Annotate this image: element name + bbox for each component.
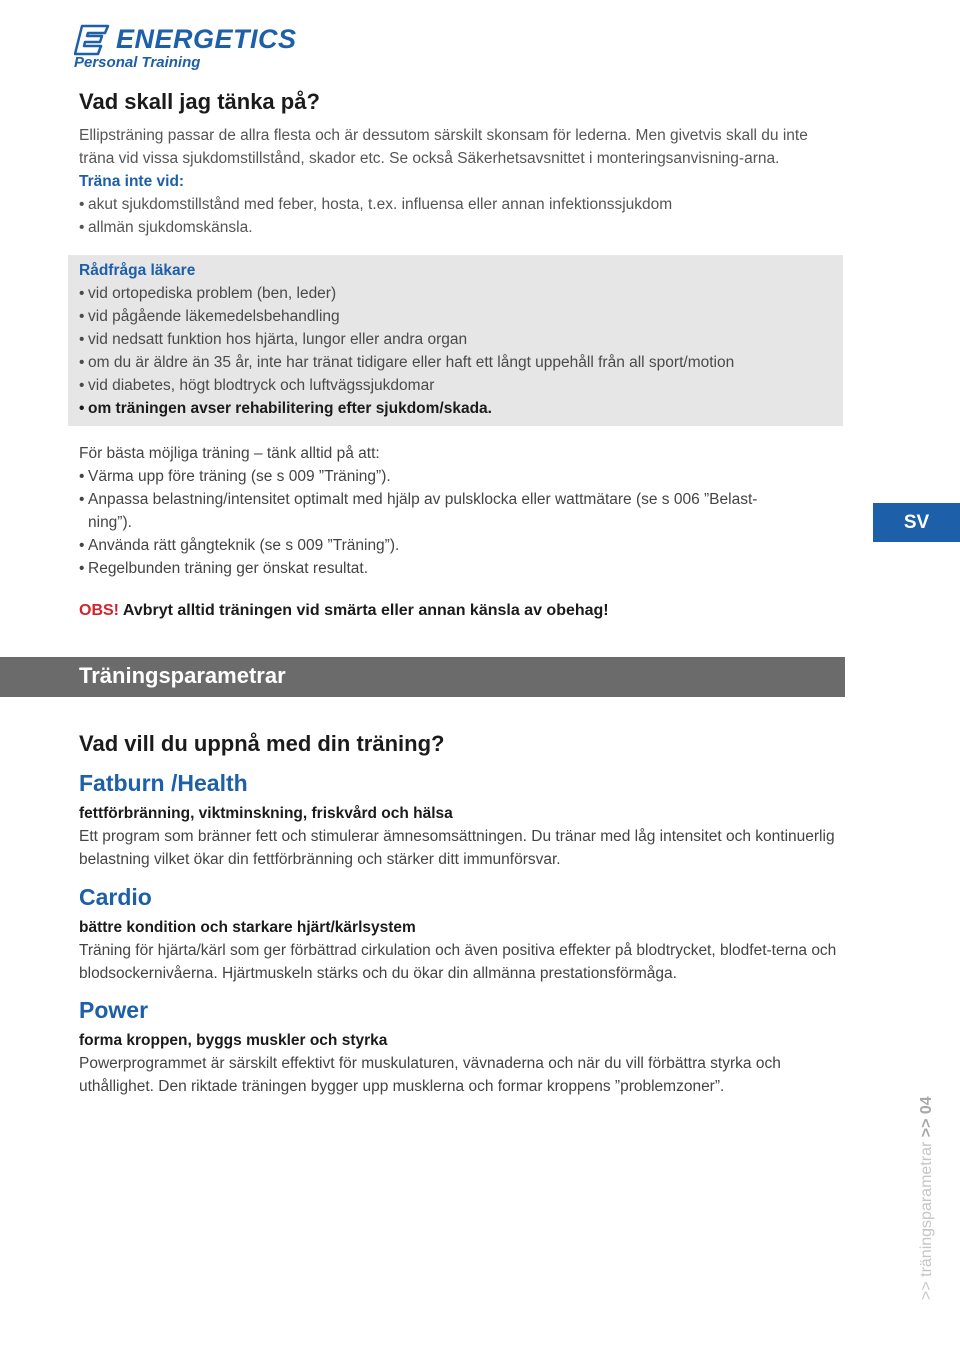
program-description: Träning för hjärta/kärl som ger förbättrad cirkulation och även positiva effekter på blodtrycket, blodfet-terna och blodsockernivåerna. Hjärtmuskeln stärks och du ökar din allmänna prestationsförmåga.: [79, 942, 837, 982]
side-page-number: >> 04: [918, 1096, 935, 1138]
energetics-logo-icon: [74, 24, 110, 56]
list-item-emphasis: • om träningen avser rehabilitering efter sjukdom/skada.: [79, 397, 839, 420]
program-name: Fatburn /Health: [79, 770, 248, 796]
list-item: • om du är äldre än 35 år, inte har tränat tidigare eller haft ett långt uppehåll från all sport/motion: [79, 351, 839, 374]
list-item: • vid nedsatt funktion hos hjärta, lungor eller andra organ: [79, 328, 839, 351]
section-heading: Vad skall jag tänka på?: [79, 89, 320, 114]
section-bar: [0, 657, 845, 697]
language-tab: SV: [873, 503, 960, 542]
dont-train-list: [79, 193, 819, 239]
list-item: • Regelbunden träning ger önskat resultat.: [79, 557, 799, 580]
program-description: Ett program som bränner fett och stimulerar ämnesomsättningen. Du tränar med låg intensitet och kontinuerlig belastning vilket ökar din fettförbränning och stärker ditt immunförsvar.: [79, 828, 835, 868]
obs-text: Avbryt alltid träningen vid smärta eller annan känsla av obehag!: [122, 602, 609, 619]
list-item: • Värma upp före träning (se s 009 ”Träning”).: [79, 465, 799, 488]
best-training-block: [79, 442, 799, 580]
program-subtitle: bättre kondition och starkare hjärt/kärlsystem: [79, 919, 416, 936]
program-name: Power: [79, 997, 149, 1023]
dont-train-label: Träna inte vid:: [79, 173, 185, 190]
best-training-list: [79, 465, 799, 580]
section-bar-title: Träningsparametrar: [79, 663, 286, 688]
intro-text: Ellipsträning passar de allra flesta och är dessutom särskilt skonsam för lederna. Men givetvis skall du inte träna vid vissa sjukdomstillstånd, skador etc. Se också Säkerhetsavsnittet i monteringsanvisning-arna.: [79, 127, 808, 167]
program-power: [79, 996, 839, 1098]
list-item: • vid diabetes, högt blodtryck och luftvägssjukdomar: [79, 374, 839, 397]
program-name: Cardio: [79, 884, 152, 910]
side-label-text: >> träningsparametrar: [918, 1141, 935, 1300]
obs-label: OBS!: [79, 602, 119, 619]
goals-heading: Vad vill du uppnå med din träning?: [79, 731, 445, 756]
logo-subtitle: Personal Training: [74, 54, 201, 71]
best-training-intro: För bästa möjliga träning – tänk alltid på att:: [79, 445, 380, 462]
list-item: • akut sjukdomstillstånd med feber, hosta, t.ex. influensa eller annan infektionssjukdom: [79, 193, 819, 216]
program-subtitle: fettförbränning, viktminskning, friskvård och hälsa: [79, 805, 453, 822]
consult-title: Rådfråga läkare: [79, 262, 196, 279]
list-item: • Använda rätt gångteknik (se s 009 ”Träning”).: [79, 534, 799, 557]
logo-brand: ENERGETICS: [116, 24, 297, 54]
list-item: • Anpassa belastning/intensitet optimalt med hjälp av pulsklocka eller wattmätare (se s 006 ”Belast-ning”).: [79, 488, 799, 534]
energetics-logo: [74, 22, 304, 74]
list-item: • allmän sjukdomskänsla.: [79, 216, 819, 239]
consult-doctor-box: [68, 255, 843, 426]
program-description: Powerprogrammet är särskilt effektivt för muskulaturen, vävnaderna och när du vill förbättra styrka och uthållighet. Den riktade träningen bygger upp musklerna och formar kroppens ”problemzoner”.: [79, 1055, 781, 1095]
program-fatburn: [79, 769, 839, 871]
intro-paragraph: [79, 124, 819, 239]
list-item: • vid pågående läkemedelsbehandling: [79, 305, 839, 328]
side-section-label: [918, 1096, 936, 1300]
obs-warning: [79, 602, 609, 620]
list-item: • vid ortopediska problem (ben, leder): [79, 282, 839, 305]
program-cardio: [79, 883, 839, 985]
consult-list: [79, 282, 839, 420]
program-subtitle: forma kroppen, byggs muskler och styrka: [79, 1032, 388, 1049]
